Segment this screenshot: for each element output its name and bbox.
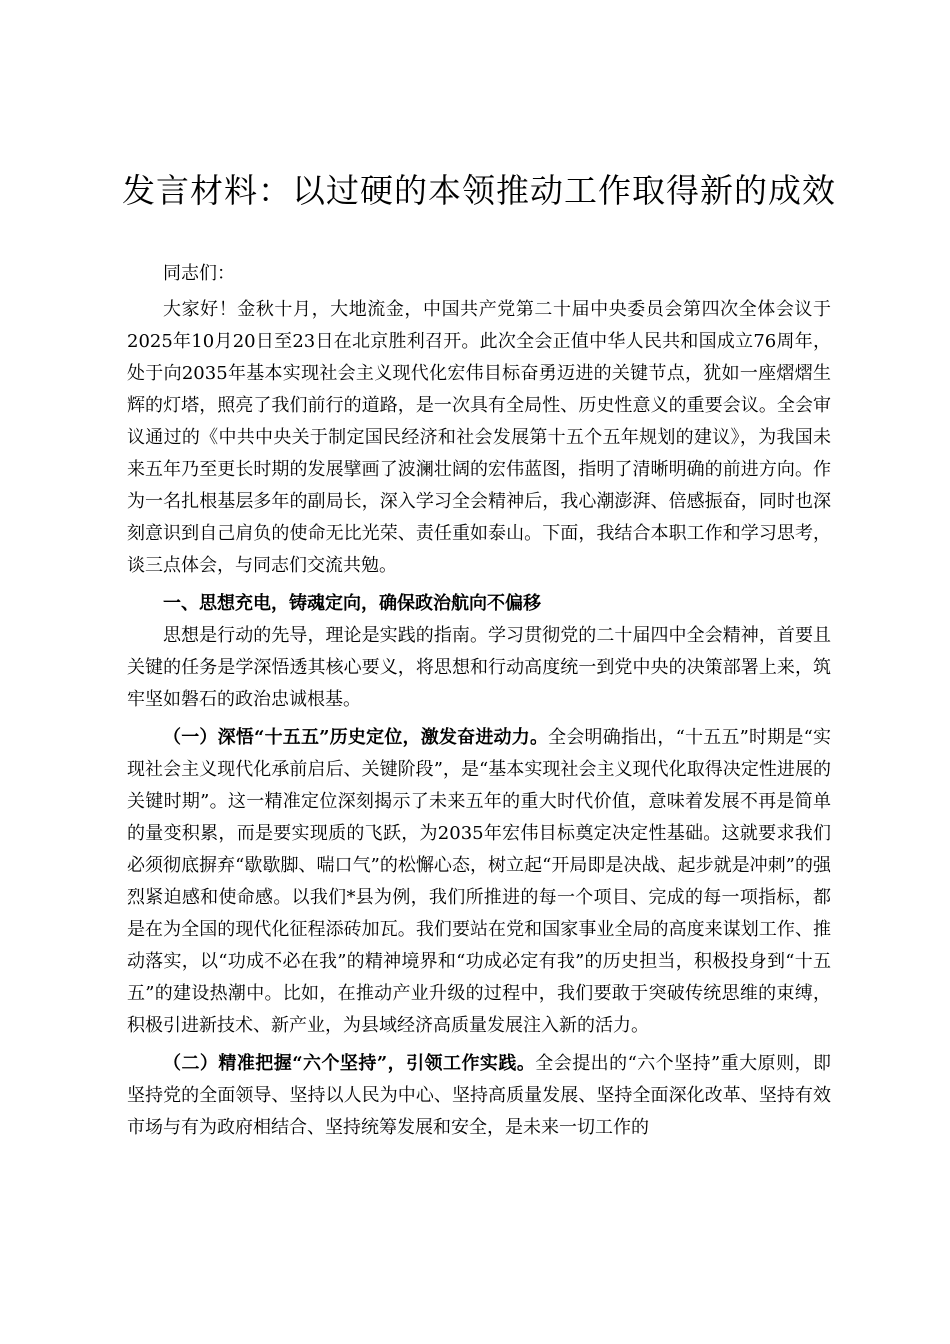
subsection-1-lead: （一）深悟“十五五”历史定位，激发奋进动力。	[163, 727, 549, 748]
section-1-heading: 一、思想充电，铸魂定向，确保政治航向不偏移	[163, 593, 541, 614]
subsection-1-paragraph	[127, 722, 831, 1042]
subsection-2-paragraph	[127, 1048, 831, 1144]
intro-paragraph: 大家好！金秋十月，大地流金，中国共产党第二十届中央委员会第四次全体会议于2025年10月20日至23日在北京胜利召开。此次全会正值中华人民共和国成立76周年，处于向2035年基本实现社会主义现代化宏伟目标奋勇迈进的关键节点，犹如一座熠熠生辉的灯塔，照亮了我们前行的道路，是一次具有全局性、历史性意义的重要会议。全会审议通过的《中共中央关于制定国民经济和社会发展第十五个五年规划的建议》，为我国未来五年乃至更长时期的发展擘画了波澜壮阔的宏伟蓝图，指明了清晰明确的前进方向。作为一名扎根基层多年的副局长，深入学习全会精神后，我心潮澎湃、倍感振奋，同时也深刻意识到自己肩负的使命无比光荣、责任重如泰山。下面，我结合本职工作和学习思考，谈三点体会，与同志们交流共勉。	[127, 299, 831, 576]
greeting: 同志们：	[163, 263, 235, 284]
subsection-2-text: 全会提出的“六个坚持”重大原则，即坚持党的全面领导、坚持以人民为中心、坚持高质量发展、坚持全面深化改革、坚持有效市场与有为政府相结合、坚持统筹发展和安全，是未来一切工作的	[127, 1053, 831, 1138]
document-body	[127, 258, 831, 1144]
section-1-paragraph: 思想是行动的先导，理论是实践的指南。学习贯彻党的二十届四中全会精神，首要且关键的任务是学深悟透其核心要义，将思想和行动高度统一到党中央的决策部署上来，筑牢坚如磐石的政治忠诚根基。	[127, 625, 831, 710]
subsection-1-text: 全会明确指出，“十五五”时期是“实现社会主义现代化承前启后、关键阶段”，是“基本实现社会主义现代化取得决定性进展的关键时期”。这一精准定位深刻揭示了未来五年的重大时代价值，意味着发展不再是简单的量变积累，而是要实现质的飞跃，为2035年宏伟目标奠定决定性基础。这就要求我们必须彻底摒弃“歇歇脚、喘口气”的松懈心态，树立起“开局即是决战、起步就是冲刺”的强烈紧迫感和使命感。以我们*县为例，我们所推进的每一个项目、完成的每一项指标，都是在为全国的现代化征程添砖加瓦。我们要站在党和国家事业全局的高度来谋划工作、推动落实，以“功成不必在我”的精神境界和“功成必定有我”的历史担当，积极投身到“十五五”的建设热潮中。比如，在推动产业升级的过程中，我们要敢于突破传统思维的束缚，积极引进新技术、新产业，为县域经济高质量发展注入新的活力。	[127, 727, 831, 1036]
document-title: 发言材料：以过硬的本领推动工作取得新的成效	[122, 171, 836, 210]
subsection-2-lead: （二）精准把握“六个坚持”，引领工作实践。	[163, 1053, 536, 1074]
